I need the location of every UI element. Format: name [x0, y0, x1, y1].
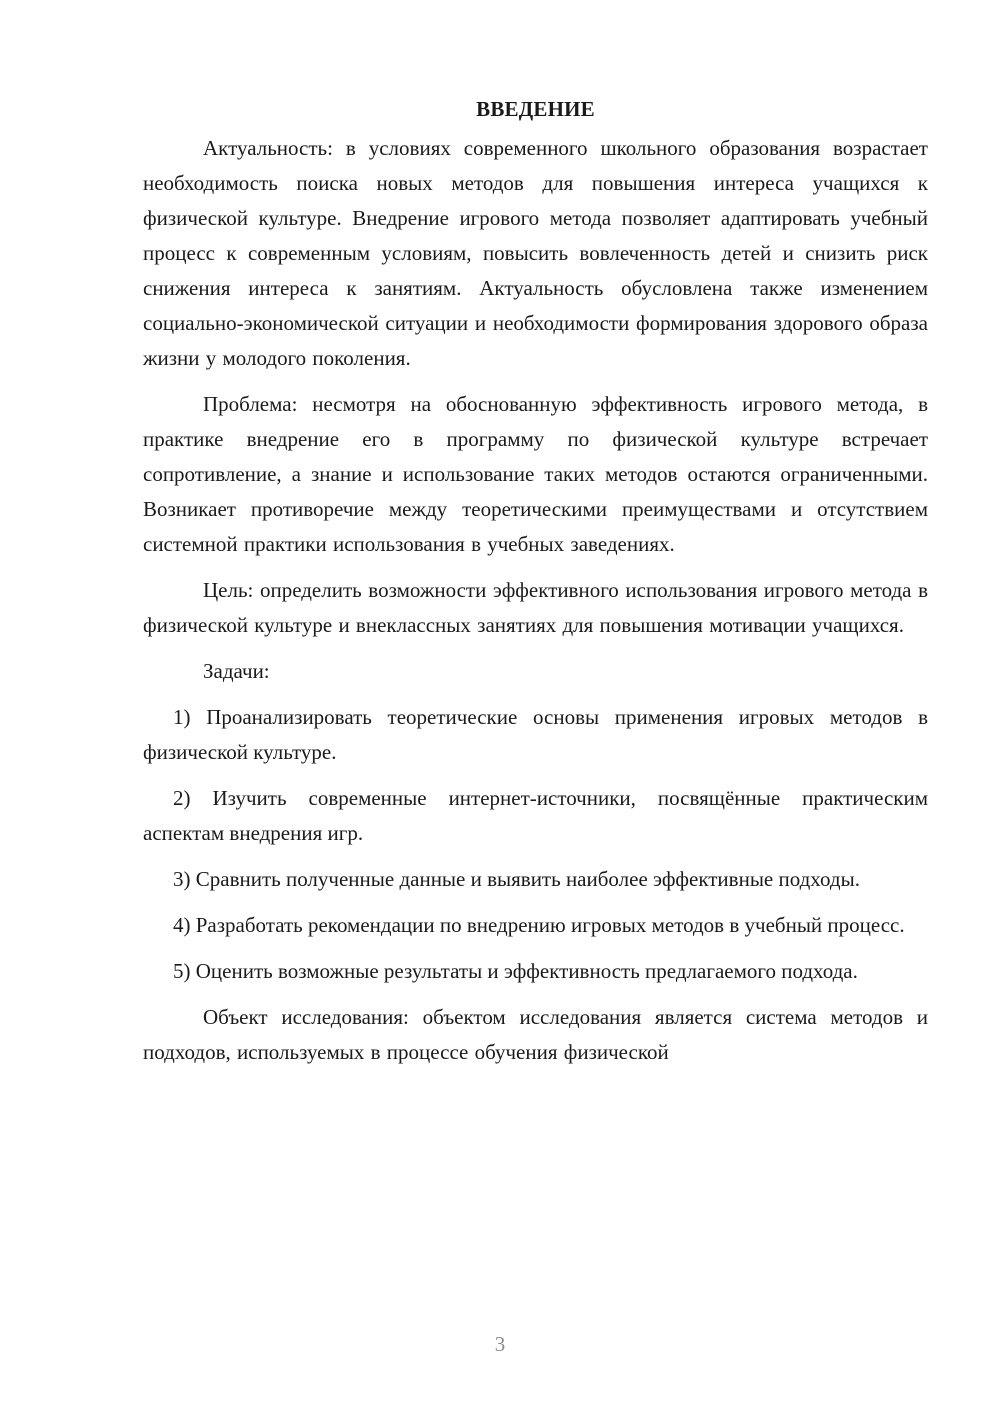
object-paragraph: Объект исследования: объектом исследования является система методов и подходов, используемых в процессе обучения физической [143, 1005, 928, 1064]
task-item-1: 1) Проанализировать теоретические основы применения игровых методов в физической культуре. [143, 705, 928, 764]
problem-paragraph: Проблема: несмотря на обоснованную эффективность игрового метода, в практике внедрение его в программу по физической культуре встречает сопротивление, а знание и использование таких методов остаются ограниченными. Возникает противоречие между теоретическими преимуществами и отсутствием системной практики использования в учебных заведениях. [143, 392, 928, 556]
task-item-2: 2) Изучить современные интернет-источники, посвящённые практическим аспектам внедрения игр. [143, 786, 928, 845]
relevance-paragraph: Актуальность: в условиях современного школьного образования возрастает необходимость поиска новых методов для повышения интереса учащихся к физической культуре. Внедрение игрового метода позволяет адаптировать учебный процесс к современным условиям, повысить вовлеченность детей и снизить риск снижения интереса к занятиям. Актуальность обусловлена также изменением социально-экономической ситуации и необходимости формирования здорового образа жизни у молодого поколения. [143, 136, 928, 370]
goal-paragraph: Цель: определить возможности эффективного использования игрового метода в физической культуре и внеклассных занятиях для повышения мотивации учащихся. [143, 578, 928, 637]
task-item-5: 5) Оценить возможные результаты и эффективность предлагаемого подхода. [173, 959, 858, 983]
page-number: 3 [494, 1332, 506, 1356]
page-title: ВВЕДЕНИЕ [476, 97, 595, 121]
task-item-3: 3) Сравнить полученные данные и выявить наиболее эффективные подходы. [173, 867, 860, 891]
page-content [143, 92, 928, 1081]
task-item-4: 4) Разработать рекомендации по внедрению игровых методов в учебный процесс. [173, 913, 905, 937]
tasks-heading: Задачи: [203, 659, 270, 683]
